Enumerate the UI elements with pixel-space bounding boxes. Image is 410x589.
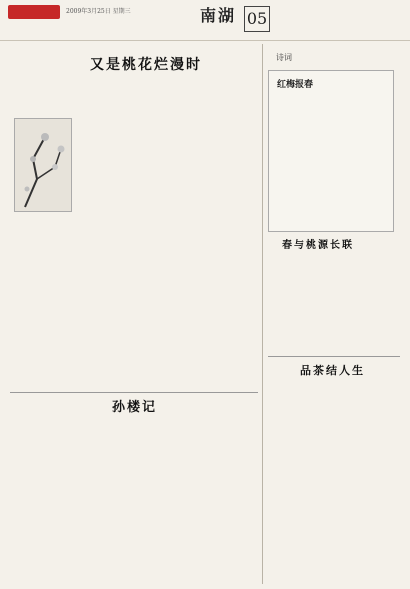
- page-number: 05: [244, 6, 270, 32]
- masthead: [0, 0, 410, 41]
- section-name: 南湖: [200, 6, 237, 25]
- plum-blossom-photo: [14, 118, 72, 212]
- second-headline: 孙楼记: [112, 400, 158, 415]
- section-divider: [10, 392, 258, 393]
- second-article-body: [14, 424, 258, 584]
- poem-box: [268, 70, 394, 232]
- main-article-column: [167, 88, 252, 388]
- second-article-column: [181, 424, 258, 584]
- main-article-column: [76, 88, 161, 388]
- right-divider: [268, 356, 400, 357]
- column-divider: [262, 44, 263, 584]
- couplet-body: [270, 262, 398, 350]
- second-article-column: [97, 424, 174, 584]
- second-article-column: [14, 424, 91, 584]
- couplet-headline: 春与桃源长联: [282, 240, 354, 251]
- date-line: 2009年3月25日 星期三: [66, 8, 131, 15]
- tea-headline: 品茶结人生: [300, 364, 365, 377]
- poem-section-label: 诗词: [276, 53, 292, 62]
- main-article-body: [76, 88, 252, 388]
- newspaper-logo: [8, 5, 60, 19]
- poem-title-2: 红梅报春: [277, 80, 314, 90]
- plum-blossom-image: [15, 119, 71, 211]
- main-article-column: [14, 218, 70, 348]
- main-article-body-lower: [14, 218, 70, 348]
- tea-article-body: [270, 390, 398, 580]
- main-headline: 又是桃花烂漫时: [90, 57, 202, 73]
